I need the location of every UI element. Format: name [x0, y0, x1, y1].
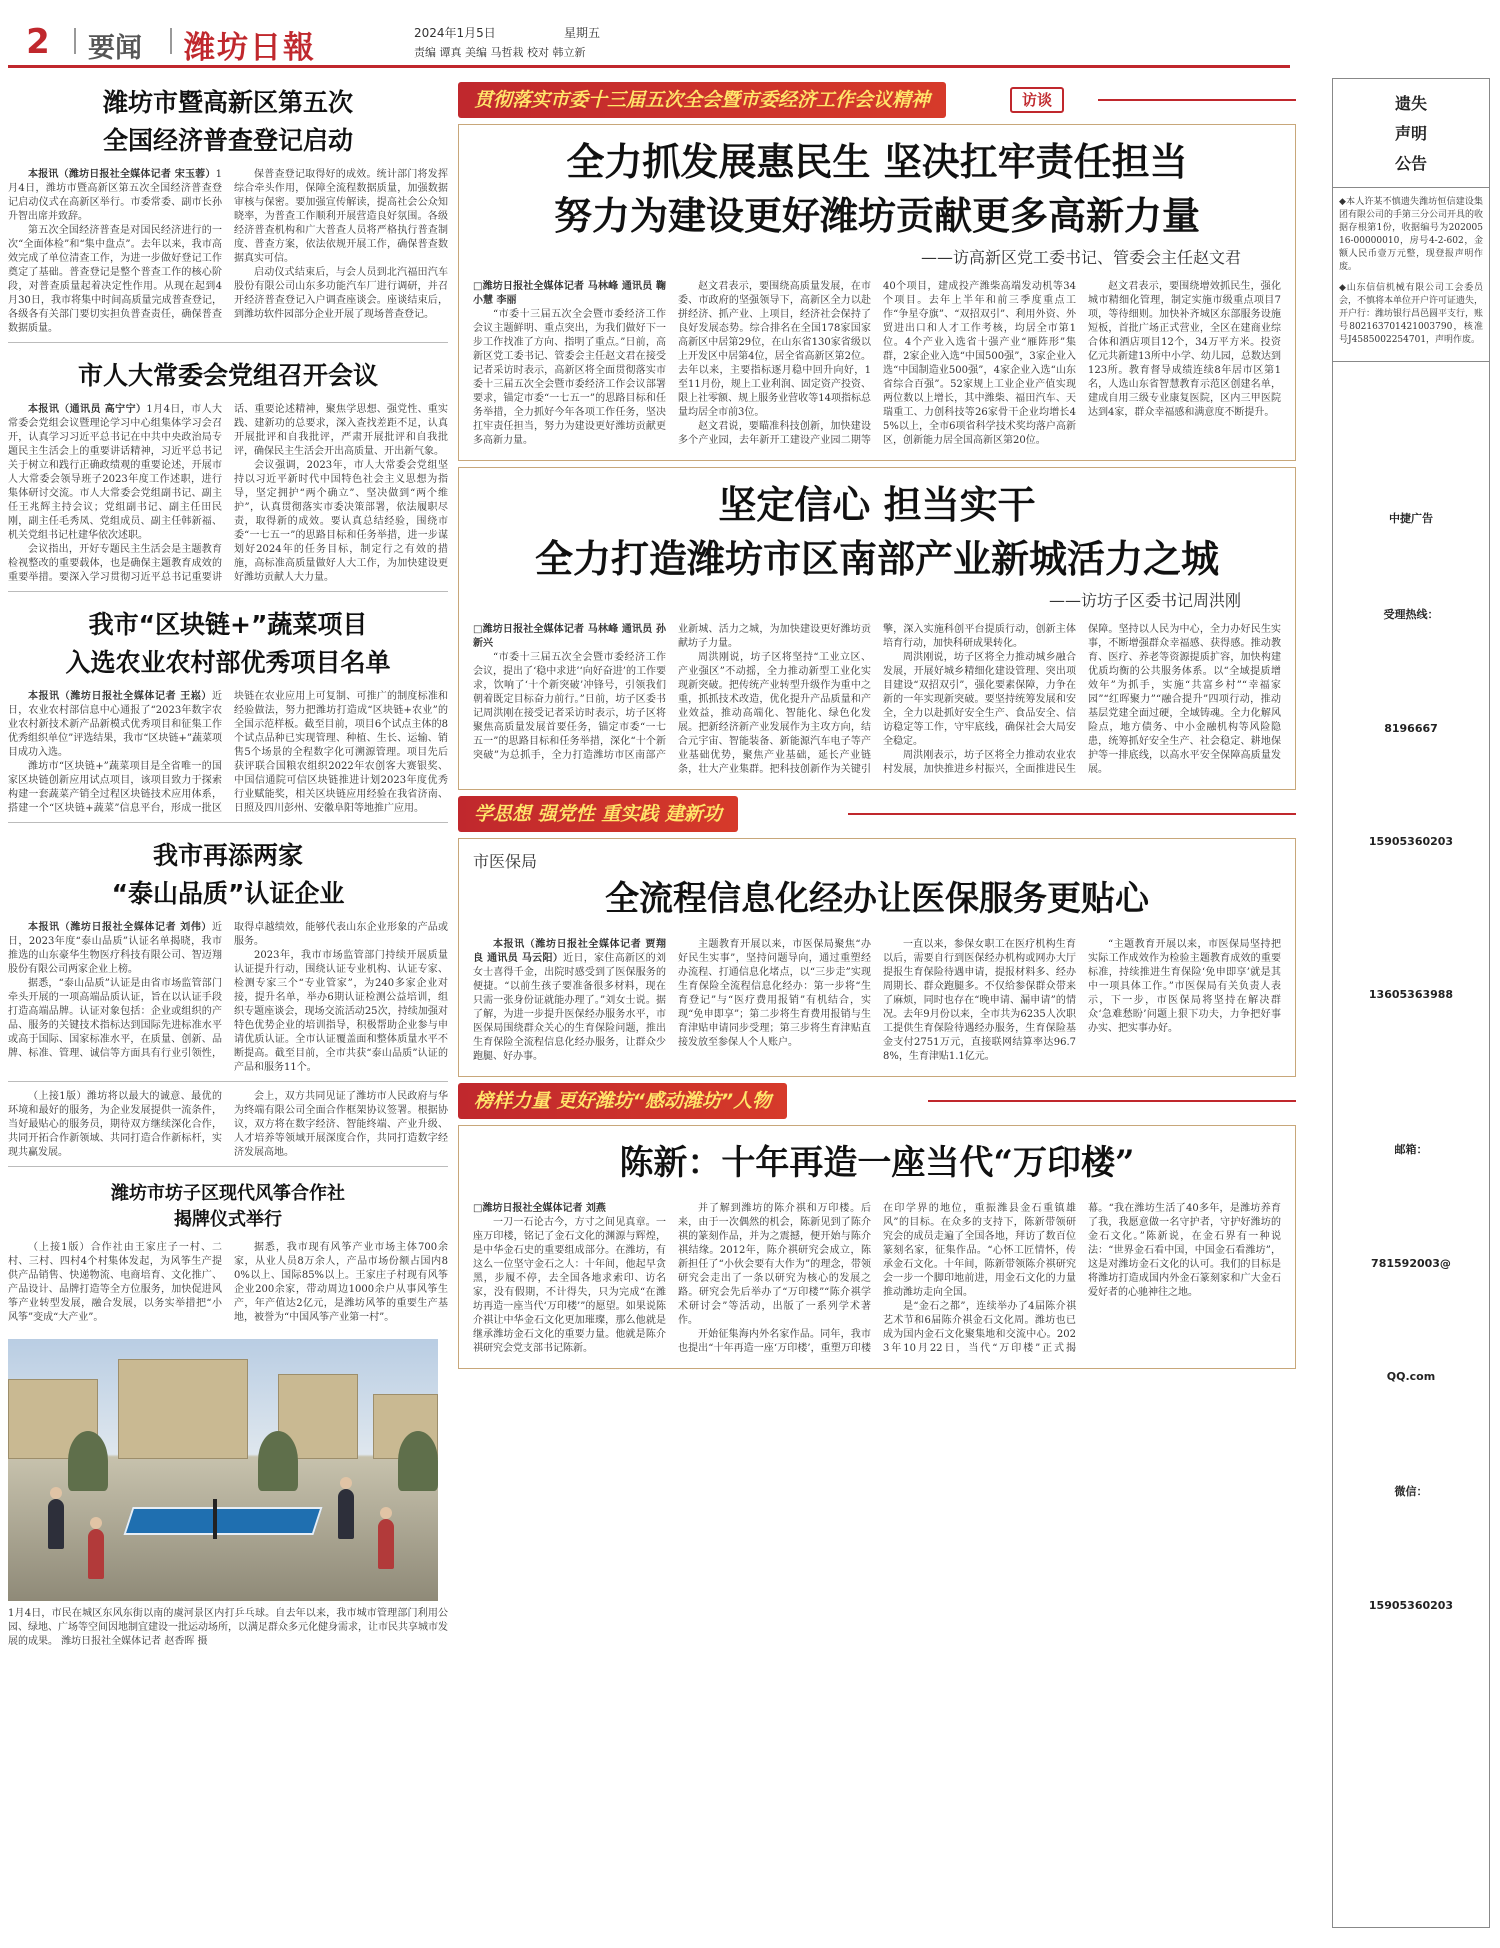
photo-table-net	[213, 1499, 217, 1539]
paragraph: 1月4日，市人大常委会党组会议暨理论学习中心组集体学习会召开，认真学习习近平总书记在中共中央政治局专题民主生活会上的重要讲话精神，习近平总书记关于树立和践行正确政绩观的重要论述，开展市人大常委会领导班子2023年度工作述职，进行集体研讨交流。市人大常委会党组副书记、副主任王兆辉主持会议；党组副书记、副主任田民刚，副主任毛秀凤、党组成员、副主任韩新福、机关党组书记杜建华依次述职。	[8, 404, 222, 541]
photo-credit: 潍坊日报社全媒体记者 赵香晖 摄	[61, 1636, 208, 1647]
photo-person	[48, 1499, 64, 1549]
article-fangzi-district-interview	[458, 467, 1296, 790]
article-continued-from-page1	[8, 1090, 448, 1167]
title-line: 潍坊市坊子区现代风筝合作社	[111, 1183, 345, 1204]
paragraph: 会议指出，开好专题民主生活会是主题教育检视整改的重要载体，也是确保主题教育成效的重要举措。要深入学习贯彻习近平总书记重要讲话、重要论述精神，聚焦学思想、强党性、重实践、建新功的总要求，深入查找差距不足，认真开展批评和自我批评，严肃开展批评和自我批评，确保民主生活会开出高质量、开出新气象。	[8, 404, 448, 583]
article-subtitle: ——访坊子区委书记周洪刚	[1048, 591, 1241, 610]
article-body	[8, 168, 448, 336]
lost-notice: ◆山东信信机械有限公司工会委员会，不慎将本单位开户许可证遗失，开户行：潍坊银行昌邑圆平支行，账号802163701421003790，核准号J4585002254701，声明作废。	[1339, 283, 1484, 345]
article-kite-cooperative	[8, 1175, 448, 1331]
headline-line: 全力抓发展惠民生 坚决扛牢责任担当	[566, 139, 1188, 184]
article-headline	[473, 135, 1281, 243]
article-body	[473, 623, 1281, 777]
ads-heading	[1333, 79, 1489, 179]
ads-divider	[1333, 187, 1489, 188]
article-byline: 本报讯（潍坊日报社全媒体记者 贾翔良 通讯员 马云阳）	[473, 939, 666, 964]
photo-ping-pong-table	[123, 1507, 322, 1535]
main-column	[458, 78, 1296, 1375]
photo-tree	[258, 1431, 298, 1491]
article-body	[8, 403, 448, 585]
title-line: 全国经济普查登记启动	[102, 126, 353, 155]
article-title	[8, 1175, 448, 1233]
article-body	[473, 280, 1281, 448]
ad-agency-name: 中捷广告	[1389, 512, 1433, 525]
email-address-domain: QQ.com	[1386, 1370, 1436, 1383]
article-title: 市人大常委会党组召开会议	[77, 361, 378, 390]
editor-credits: 责编 谭真 美编 马哲栽 校对 韩立新	[414, 46, 586, 59]
article-economic-census	[8, 78, 448, 343]
paragraph: 近日，农业农村部信息中心通报了“2023年数字农业农村新技术新产品新模式优秀项目和征集工作优秀组织单位”评选结果，我市“区块链+”蔬菜项目成功入选。	[8, 691, 222, 758]
title-line: 入选农业农村部优秀项目名单	[65, 648, 391, 677]
paragraph: 据悉，我市现有风筝产业市场主体700余家，从业人员8万余人，产品市场份额占国内80%以上、国际85%以上。王家庄子村现有风筝企业200余家，带动周边1000余户从事风筝生产，年产值达2亿元，是潍坊风筝的重要生产基地，被誉为“中国风筝产业第一村”。	[234, 1242, 448, 1323]
hotline-number: 13605363988	[1368, 988, 1454, 1001]
banner-rule	[1098, 99, 1296, 101]
paragraph: 近日，2023年度“泰山品质”认证名单揭晓，我市推选的山东豪华生物医疗科技有限公司、智迈翔股份有限公司两家企业上榜。	[8, 922, 222, 975]
email-label: 邮箱：	[1394, 1143, 1428, 1156]
paragraph: （上接1版）潍坊将以最大的诚意、最优的环境和最好的服务，为企业发展提供一流条件，当好最贴心的服务员，期待双方继续深化合作，共同开拓合作新领域、共同打造合作新标杆，实现共赢发展。	[8, 1091, 222, 1158]
ads-title-line: 声明	[1394, 124, 1427, 143]
article-taishan-quality	[8, 831, 448, 1082]
hotline-number: 8196667	[1384, 722, 1438, 735]
paragraph: 一刀一石论古今，方寸之间见真章。一座万印楼，铭记了金石文化的渊源与辉煌，是中华金石史的重要组成部分。在潍坊，有这么一位坚守金石之人：十年间，他起早贪黑，步履不停，去全国各地求索印、访名家，没有假期，不计得失，只为完成“在潍坊再造一座当代‘万印楼’”的愿望。如果说陈介祺让中华金石文化更加璀璨，那么他就是继承潍坊金石文化的重要力量。他就是陈介祺研究会党支部书记陈新。	[473, 1217, 666, 1354]
article-byline: 本报讯（潍坊日报社全媒体记者 宋玉蓉）	[28, 169, 216, 180]
paragraph: 周洪刚说，坊子区将坚持“工业立区、产业强区”不动摇，全力推动新型工业化实现新突破。把传统产业转型升级作为重中之重，抓抓技术改造，优化提升产品质量和产业效益，推动高端化、智能化、绿色化发展。把新经济新产业发展作为主攻方向，结合元宇宙、智能装备、新能源汽车电子等产业基础优势，聚焦产业基础，延长产业链条，壮大产业集群。把科技创新作为关键引擎，深入实施科创平台提质行动，创新主体培育行动，加快科研成果转化。	[678, 624, 1076, 775]
left-column	[8, 78, 448, 1649]
paragraph: 主题教育开展以来，市医保局聚焦“办好民生实事”，坚持问题导向，通过重塑经办流程、打通信息化堵点，以“三步走”实现生育保险全流程信息化经办：第一步将“生育登记”与“医疗费用报销”有机结合，实现“免申即享”；第二步将生育费用报销与生育津贴申请同步受理；第三步将生育津贴直接发放至参保人个人账户。	[678, 939, 871, 1048]
article-title	[8, 78, 448, 160]
paragraph: 一直以来，参保女职工在医疗机构生育以后，需要自行到医保经办机构或网办大厅提报生育保险待遇申请，提报材料多、经办周期长、群众跑腿多。不仅给参保群众带来了麻烦，同时也存在“晚申请、漏申请”的情况。去年9月份以来，全市共为6235人次职工提供生育保险待遇经办服务，生育保险基金支付2751万元，直接联网结算率达96.78%，生育津贴1.1亿元。	[883, 939, 1076, 1062]
section-banner-interview	[458, 82, 1296, 118]
article-body	[8, 1241, 448, 1325]
paragraph: 并了解到潍坊的陈介祺和万印楼。后来，由于一次偶然的机会，陈新见到了陈介祺的篆刻作品，并为之震撼，便开始与陈介祺结缘。2012年，陈介祺研究会成立，陈新担任了“小伙会要有大作为”的理念，带领研究会走出了一条以研究为核心的发展之路。研究会先后举办了“万印楼”“陈介祺学术研讨会”等活动，出版了一系列学术著作。	[678, 1203, 871, 1326]
paragraph: 赵文君表示，要围绕增效抓民生，强化城市精细化管理，制定实施市级重点项目7项，等待细则。加快补齐城区东部服务设施短板，首批广场正式营业，全区在建商业综合体和酒店项目12个，34万平方米。投资亿元共新建13所中小学、幼儿园，总数达到123所。教育督导成绩连续8年居市区第1名，人选山东省智慧教育示范区创建名单，建成自用三级专业康复医院，区内三甲医院达到4家，群众幸福感和满意度不断提升。	[1088, 281, 1281, 418]
photo-person	[378, 1519, 394, 1569]
ads-divider	[1333, 361, 1489, 362]
article-kicker: 市医保局	[473, 852, 538, 871]
paragraph: 赵文君说，要瞄准科技创新，加快建设多个产业园，去年新开工建设产业园二期等40个项目，建成投产潍柴高端发动机等34个项目。去年上半年和前三季度重点工作“争星夺旗”、“双招双引”、利用外资、外贸进出口和人才工作考核，均居全市第1位。4个产业入选省十强产业“雁阵形”集群，2家企业入选“中国500强”，3家企业入选“中国制造业500强”，4家企业入选“山东省综合百强”。52家规上工业企业产值实现两位数以上增长，其中潍柴、福田汽车、天瑞重工、力创科技等26家骨干企业均增长45%以上，全市6项省科学技术奖均落户高新区，创新能力居全国高新区第20位。	[678, 281, 1076, 446]
paragraph: 是“金石之都”，连续举办了4届陈介祺艺术节和6届陈介祺金石文化周。潍坊也已成为国内金石文化聚集地和交流中心。2023年10月22日，当代“万印楼”正式揭幕。“我在潍坊生活了40多年，是潍坊养育了我，我愿意做一名守护者，守护好潍坊的金石文化。”陈新说，在金石界有一种说法：“世界金石看中国，中国金石看潍坊”，这是对潍坊金石文化的认可。我们的目标是将潍坊打造成国内外金石篆刻家和广大金石爱好者的心驰神往之地。	[883, 1203, 1281, 1354]
banner-tag: 访谈	[1010, 87, 1064, 113]
masthead-divider	[74, 28, 76, 54]
headline-line: 坚定信心 担当实干	[718, 482, 1036, 527]
paragraph: 1月4日，潍坊市暨高新区第五次全国经济普查登记启动仪式在高新区举行。市委常委、副市长孙升智出席并致辞。	[8, 169, 222, 222]
ads-title-line: 公告	[1394, 154, 1427, 173]
paper-name-logo: 潍坊日報	[184, 30, 316, 66]
photo-tree	[398, 1431, 438, 1491]
paragraph: 会上，双方共同见证了潍坊市人民政府与华为终端有限公司全面合作框架协议签署。根据协议，双方将在数字经济、智能终端、产业升级、人才培养等领域开展深度合作，共同打造数字经济发展高地。	[234, 1091, 448, 1158]
article-headline: 陈新：十年再造一座当代“万印楼”	[619, 1143, 1135, 1183]
photo-person	[338, 1489, 354, 1539]
article-headline	[473, 478, 1281, 586]
section-name: 要闻	[88, 33, 142, 64]
article-npc-meeting	[8, 351, 448, 592]
article-byline: □潍坊日报社全媒体记者 马林峰 通讯员 孙新兴	[473, 624, 666, 649]
photo-person	[88, 1529, 104, 1579]
paragraph: 保普查登记取得好的成效。统计部门将发挥综合牵头作用，保障全流程数据质量，加强数据审核与保密。要加强宣传解读，提高社会公众知晓率，为普查工作顺利开展营造良好氛围。各级经济普查机构和广大普查人员将严格执行普查制度、普查方案，依法依规开展工作，确保普查数据真实可信。	[234, 169, 448, 264]
paragraph: 潍坊市“区块链+”蔬菜项目是全省唯一的国家区块链创新应用试点项目，该项目致力于探索构建一套蔬菜产销全过程区块链技术应用体系，搭建一个“区块链+蔬菜”信息平台，形成一批区块链在农业应用上可复制、可推广的制度标准和经验做法，努力把潍坊打造成“区块链+农业”的全国示范样板。截至目前，项目6个试点主体的8个试点品种已实现管理、种植、生长、运输、销售5个场景的全程数字化可溯源管理。项目先后获评联合国粮农组织2022年农创客大赛银奖、中国信通院可信区块链推进计划2023年度优秀行业赋能奖，相关区块链应用经验在我省济南、日照及四川彭州、安徽阜阳等地推广应用。	[8, 691, 448, 814]
paragraph: “市委十三届五次全会暨市委经济工作会议，提出了‘稳中求进’‘向好奋进’的工作要求，饮响了‘十个新突破’冲锋号，引领我们朝着既定目标奋力前行。”日前，坊子区委书记周洪刚在接受记者采访时表示，坊子区将聚焦高质量发展首要任务，锚定市委“一七五一”的思路目标和任务举措，深化“十个新突破”为总抓手，全力打造潍坊市区南部产业新城、活力之城，为加快建设更好潍坊贡献坊子力量。	[473, 624, 871, 761]
page-number: 2	[26, 22, 50, 62]
article-byline: 本报讯（潍坊日报社全媒体记者 王崧）	[28, 691, 212, 702]
photo-caption	[8, 1607, 448, 1649]
headline-line: 努力为建设更好潍坊贡献更多高新力量	[553, 193, 1200, 238]
paragraph: 周洪刚表示，坊子区将全力推动农业农村发展，加快推进乡村振兴，全面推进民生保障。坚持以人民为中心，全力办好民生实事，不断增强群众幸福感、获得感。推动教育、医疗、养老等资源提质扩容，加快构建优质均衡的公共服务体系。以“全域提质增效年”为抓手，实施“共富乡村”“幸福家园”“红晖聚力”“融合提升”四项行动，推动基层党建全面过硬，全域铸魂。全力化解风险点，地方债务、中小金融机构等风险隐患，统筹抓好安全生产、社会稳定、耕地保护等一排底线，以高水平安全保障高质量发展。	[883, 624, 1281, 775]
article-body	[473, 938, 1281, 1064]
banner-rule	[848, 813, 1296, 815]
ads-title-line: 遗失	[1394, 94, 1427, 113]
wechat-label: 微信：	[1394, 1485, 1428, 1498]
hotline-number: 15905360203	[1368, 835, 1454, 848]
article-byline: 本报讯（通讯员 高宁宁）	[28, 404, 147, 415]
masthead-divider	[170, 28, 172, 54]
paragraph: （上接1版）合作社由王家庄子一村、二村、三村、四村4个村集体发起，为风筝生产提供产品销售、快递物流、电商培育、文化推广、产品设计、品牌打造等全方位服务，加快促进风筝产业转型发展，融合发展，以务实举措把“小风筝”变成“大产业”。	[8, 1242, 222, 1323]
photo-tree	[68, 1431, 108, 1491]
title-line: 揭牌仪式举行	[174, 1209, 282, 1230]
article-high-tech-zone-interview	[458, 124, 1296, 461]
article-chen-xin-profile	[458, 1125, 1296, 1369]
title-line: “泰山品质”认证企业	[111, 879, 345, 908]
article-body	[8, 921, 448, 1075]
page-masthead	[8, 18, 1290, 68]
title-line: 我市“区块链+”蔬菜项目	[88, 610, 368, 639]
article-medical-insurance	[458, 838, 1296, 1077]
paragraph: 赵文君表示，要围绕高质量发展，在市委、市政府的坚强领导下，高新区全力以赴拼经济、抓产业、上项目，经济社会保持了良好发展态势。综合排名在全国178家国家高新区中居第29位，在山东省130家省级以上开发区中居第4位，居全省高新区第2位。去年以来，主要指标逐月稳中回升向好，1至11月份，规上工业利润、固定资产投资、限上社零额、规上服务业营收等14项指标总量均居全市前3位。	[678, 281, 871, 418]
article-blockchain-vegetables	[8, 600, 448, 823]
article-subtitle: ——访高新区党工委书记、管委会主任赵文君	[920, 248, 1241, 267]
article-byline: 本报讯（潍坊日报社全媒体记者 刘伟）	[28, 922, 212, 933]
paragraph: 开始征集海内外名家作品。同年，我市也提出“十年再造一座‘万印楼’，重塑万印楼在印学界的地位，重振潍县金石重镇雄风”的目标。在众多的支持下，陈新带领研究会的成员走遍了全国各地，拜访了数百位篆刻名家，征集作品。“心怀工匠情怀，传承金石文化。十年间，陈新带领陈介祺研究会一步一个脚印地前进，用金石文化的力量推动潍坊走向全国。	[678, 1203, 1076, 1354]
section-banner-role-model	[458, 1083, 1296, 1119]
wechat-id: 15905360203	[1368, 1599, 1454, 1612]
article-byline: □潍坊日报社全媒体记者 刘燕	[473, 1203, 606, 1214]
paragraph: 近日，家住高新区的刘女士喜得千金，出院时感受到了医保服务的便捷。“以前生孩子要准备很多材料，现在只需一张身份证就能办理了。”刘女士说。据了解，为进一步提升医保经办服务水平，市医保局围绕群众关心的生育保险问题，推出生育保险全流程信息化经办服务，让群众少跑腿、好办事。	[473, 953, 666, 1062]
banner-rule	[928, 1100, 1296, 1102]
paragraph: 2023年，我市市场监管部门持续开展质量认证提升行动，围绕认证专业机构、认证专家、检测专家三个“专业管家”，为240多家企业对接，提升名单，举办6期认证检测公益培训，组织专题座谈会，现场交流活动25次，持续加强对特色优势企业的培训指导，积极帮助企业参与申请优质认证。全市认证覆盖面和整体质量水平不断提高。截至目前，全市共获“泰山品质”认证的产品和服务11个。	[234, 950, 448, 1073]
article-title	[8, 600, 448, 682]
title-line: 潍坊市暨高新区第五次	[102, 88, 353, 117]
email-address: 781592003@	[1371, 1257, 1451, 1270]
article-byline: □潍坊日报社全媒体记者 马林峰 通讯员 鞠小慧 李丽	[473, 281, 666, 306]
issue-date: 2024年1月5日	[414, 26, 496, 40]
news-photo-table-tennis	[8, 1339, 438, 1601]
banner-title: 贯彻落实市委十三届五次全会暨市委经济工作会议精神	[458, 82, 946, 118]
title-line: 我市再添两家	[152, 841, 303, 870]
paragraph: 周洪刚说，坊子区将全力推动城乡融合发展，开展好城乡精细化建设管理、突出项目建设“双招双引”，强化要素保障，力争在新的一年实现新突破。要坚持统筹发展和安全，全力以赴抓好安全生产、食品安全、信访稳定等工作，守牢底线，确保社会大局安全稳定。	[883, 652, 1076, 747]
issue-weekday: 星期五	[564, 26, 601, 40]
paragraph: 第五次全国经济普查是对国民经济进行的一次“全面体检”和“集中盘点”。去年以来，我市高效完成了单位清查工作，为进一步做好登记工作奠定了基础。普查登记是整个普查工作的核心阶段，对普查质量起着决定性作用。从现在起到4月30日，我市将集中时间高质量完成普查登记，各级各有关部门要切实担负普查责任，确保普查数据质量。	[8, 225, 222, 334]
headline-line: 全力打造潍坊市区南部产业新城活力之城	[534, 536, 1219, 581]
section-banner-study	[458, 796, 1296, 832]
paragraph: 启动仪式结束后，与会人员到北汽福田汽车股份有限公司山东多功能汽车厂进行调研，并召开经济普查登记入户调查座谈会。座谈结束后，到潍坊软件园部分企业开展了现场普查登记。	[234, 267, 448, 320]
article-headline: 全流程信息化经办让医保服务更贴心	[605, 879, 1149, 919]
paragraph: 会议强调，2023年，市人大常委会党组坚持以习近平新时代中国特色社会主义思想为指导，坚定拥护“两个确立”、坚决做到“两个维护”，认真贯彻落实市委决策部署，依法履职尽责，取得新的成效。要认真总结经验，围绕市委“一七五一”的思路目标和任务举措，进一步谋划好2024年的任务目标，制定行之有效的措施，高标准高质量做好人大工作，为加快建设更好潍坊贡献人大力量。	[234, 460, 448, 583]
article-title	[8, 831, 448, 913]
paragraph: “主题教育开展以来，市医保局坚持把实际工作成效作为检验主题教育成效的重要标准，持续推进生育保险‘免申即享’就是其中一项具体工作。”市医保局有关负责人表示，下一步，市医保局将坚持在解决群众‘急难愁盼’问题上狠下功夫，力争把好事办实、把实事办好。	[1088, 939, 1281, 1034]
banner-title: 榜样力量 更好潍坊“感动潍坊”人物	[458, 1083, 787, 1119]
paragraph: 据悉，“泰山品质”认证是由省市场监管部门牵头开展的一项高端品质认证，旨在以认证手段打造高端品牌。认证对象包括：企业或组织的产品、服务的关键技术指标达到国际先进标准水平或高于国际、国家标准水平，在质量、创新、品牌、标准、管理、诚信等方面具有行业引领性，取得卓越绩效，能够代表山东企业形象的产品或服务。	[8, 922, 448, 1059]
photo-building	[118, 1359, 248, 1459]
hotline-label: 受理热线：	[1383, 608, 1439, 621]
lost-notice: ◆本人许某不慎遗失潍坊恒信建设集团有限公司的手第三分公司开具的收据存根第1份，收据编号为20200516-00000010，房号4-2-602，金额人民币壹万元整，现登报声明作废。	[1339, 197, 1484, 272]
article-body	[473, 1202, 1281, 1356]
article-body	[8, 1090, 448, 1160]
paragraph: “市委十三届五次全会暨市委经济工作会议主题鲜明、重点突出，为我们做好下一步工作找准了方向、指明了重点。”日前，高新区党工委书记、管委会主任赵文君在接受记者采访时表示，高新区将全面贯彻落实市委十三届五次全会暨市委经济工作会议部署要求，锚定市委“一七五一”的思路目标和任务举措，全力抓好今年各项工作任务，坚决扛牢责任担当，努力为建设更好潍坊贡献更多高新力量。	[473, 309, 666, 446]
photo-caption-text: 1月4日，市民在城区东风东街以南的虞河景区内打乒乓球。自去年以来，我市城市管理部门利用公园、绿地、广场等空间因地制宜建设一批运动场所，以满足群众多元化健身需求，让市民共享城市发展的成果。	[8, 1608, 448, 1647]
banner-title: 学思想 强党性 重实践 建新功	[458, 796, 738, 832]
article-body	[8, 690, 448, 816]
classified-ads-column	[1332, 78, 1490, 1928]
